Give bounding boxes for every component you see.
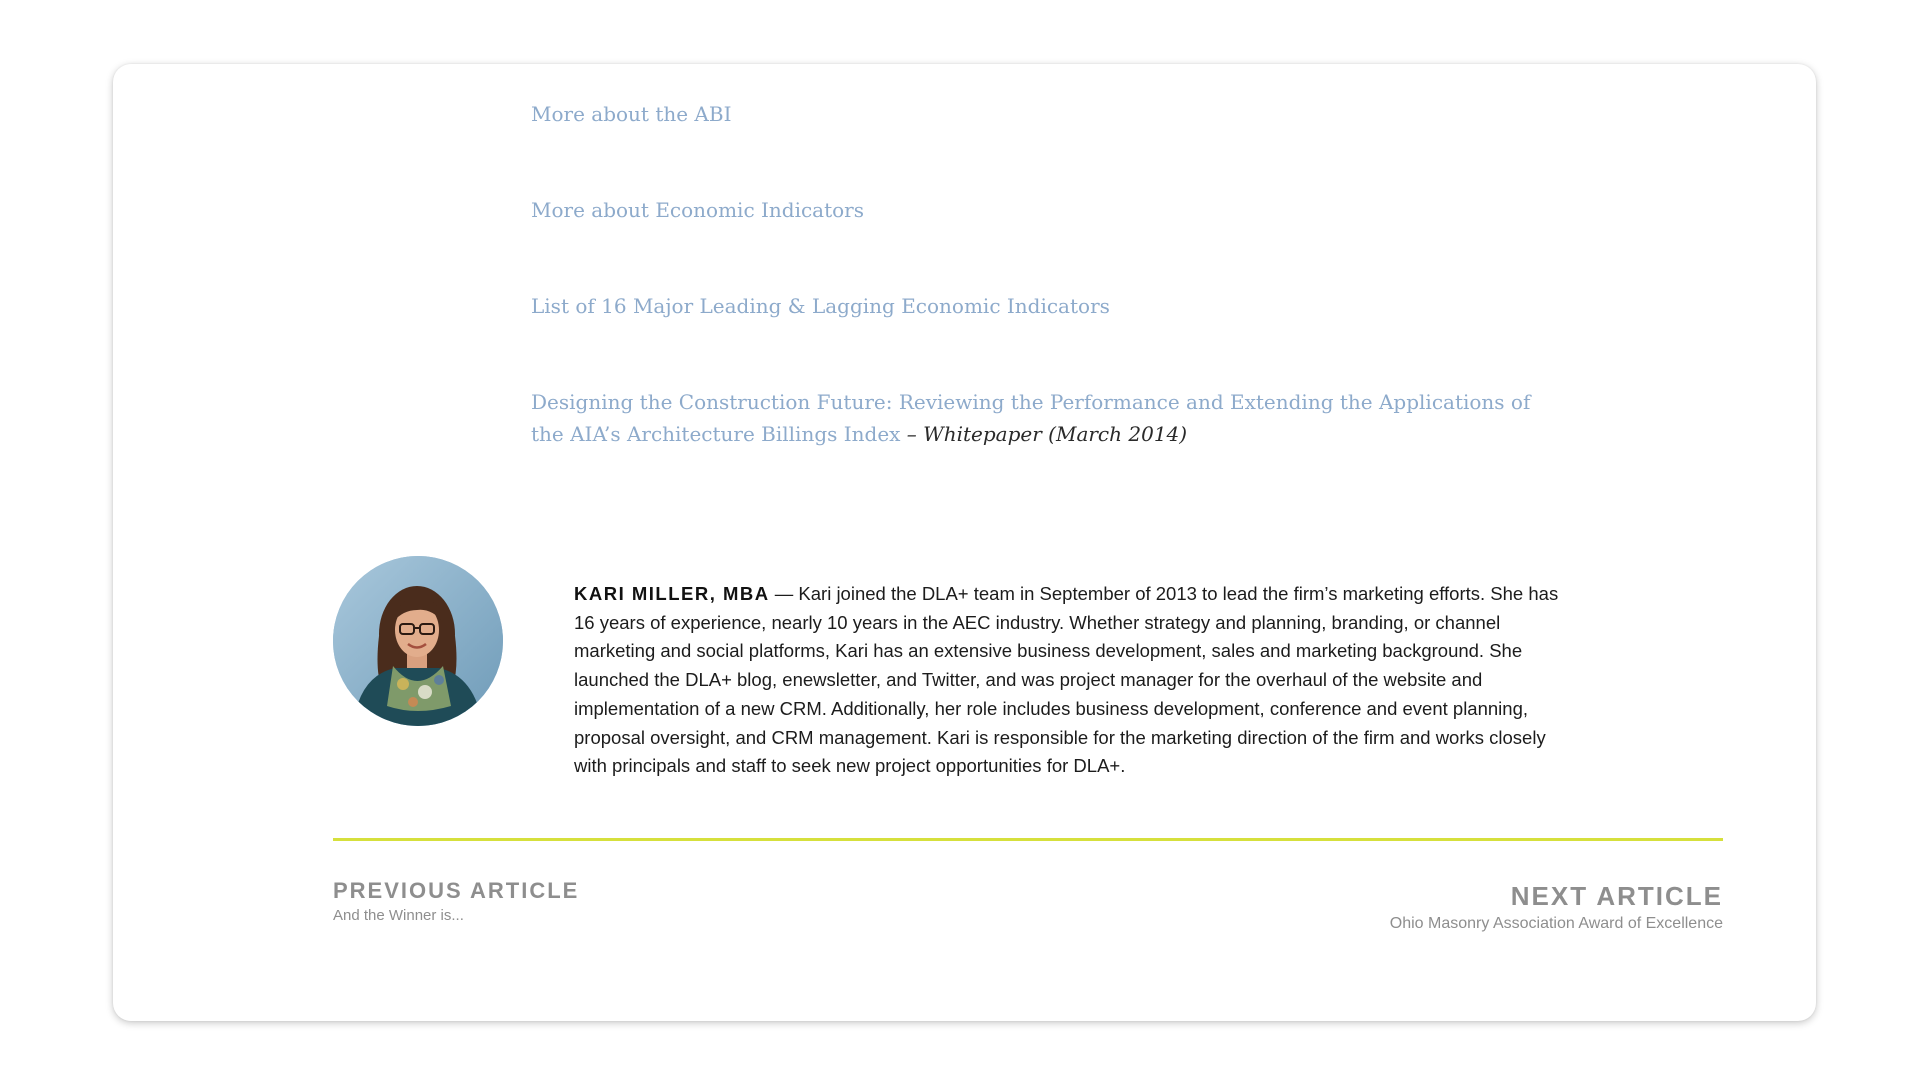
previous-article-label[interactable]: PREVIOUS ARTICLE [333,878,580,903]
author-bio [574,580,1559,781]
whitepaper-link[interactable]: Designing the Construction Future: Reviewing the Performance and Extending the Applications of the AIA’s Architecture Billings Index [531,390,1531,446]
next-article[interactable] [1390,881,1723,933]
author-separator: — [769,583,799,604]
next-article-title[interactable]: Ohio Masonry Association Award of Excellence [1389,915,1723,932]
next-article-label[interactable]: NEXT ARTICLE [1510,881,1723,911]
divider [333,838,1723,841]
author-photo [333,556,503,726]
abi-link[interactable]: More about the ABI [531,102,732,126]
resource-link-item [531,386,1531,450]
resource-link-item [531,290,1531,322]
resource-links [531,98,1531,514]
previous-article-title[interactable]: And the Winner is... [333,907,464,924]
article-footer-card [113,64,1816,1021]
previous-article[interactable] [333,878,579,924]
economic-indicators-link[interactable]: More about Economic Indicators [531,198,865,222]
avatar [333,556,503,726]
author-bio-text: Kari joined the DLA+ team in September of 2013 to lead the firm’s marketing efforts. She has 16 years of experience, nearly 10 years in the AEC industry. Whether strategy and planning, branding, or channel marketing and social platforms, Kari has an extensive business development, sales and marketing background. She launched the DLA+ blog, enewsletter, and Twitter, and was project manager for the overhaul of the website and implementation of a new CRM. Additionally, her role includes business development, conference and event planning, proposal oversight, and CRM management. Kari is responsible for the marketing direction of the firm and works closely with principals and staff to seek new project opportunities for DLA+. [574,583,1559,777]
resource-link-item [531,98,1531,130]
leading-lagging-indicators-link[interactable]: List of 16 Major Leading & Lagging Economic Indicators [531,294,1110,318]
resource-link-item [531,194,1531,226]
author-name: KARI MILLER, MBA [574,583,770,604]
whitepaper-label: – Whitepaper (March 2014) [900,422,1188,446]
